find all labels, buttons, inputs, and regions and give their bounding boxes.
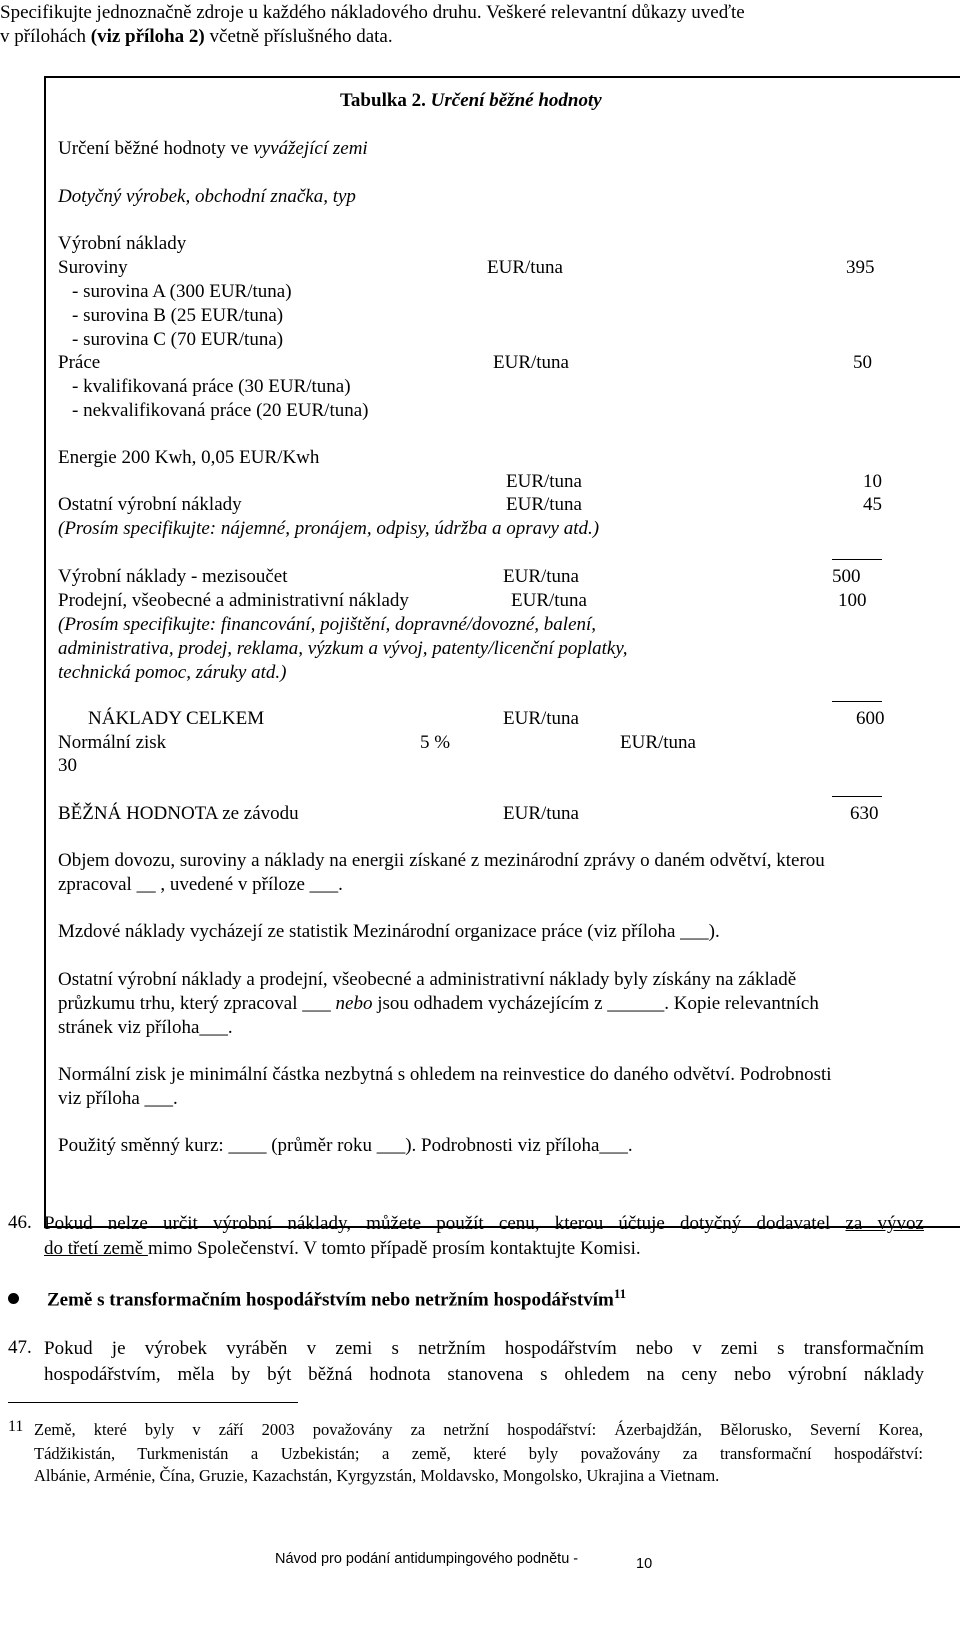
profit-value: 30	[58, 755, 77, 776]
note-3-line-1: Ostatní výrobní náklady a prodejní, všeobecné a administrativní náklady byly získány na základě	[58, 969, 797, 990]
intro-line-2-post: včetně příslušného data.	[204, 26, 393, 47]
intro-line-2-bold: (viz příloha 2)	[90, 26, 205, 47]
note-4-line-2: viz příloha ___.	[58, 1088, 178, 1109]
profit-percent: 5 %	[420, 732, 451, 753]
intro-line-1: Specifikujte jednoznačně zdroje u každého nákladového druhu. Veškeré relevantní důkazy uveďte	[0, 2, 745, 23]
note-3-line-2	[58, 993, 819, 1015]
raw-material-a: - surovina A (300 EUR/tuna)	[72, 281, 292, 302]
sga-note-line-3: technická pomoc, záruky atd.)	[58, 662, 287, 683]
heading-plain: Určení běžné hodnoty ve	[58, 138, 254, 159]
item-46-line-2-underlined: do třetí země	[44, 1238, 148, 1259]
note-3-line-2-b: jsou odhadem vycházejícím z ______. Kopie relevantních	[372, 993, 819, 1014]
raw-material-c: - surovina C (70 EUR/tuna)	[72, 329, 284, 350]
page-footer-text: Návod pro podání antidumpingového podnětu -	[275, 1551, 579, 1567]
note-4-line-1: Normální zisk je minimální částka nezbytná s ohledem na reinvestice do daného odvětví. Podrobnosti	[58, 1064, 832, 1085]
footnote-number: 11	[8, 1418, 24, 1435]
labour-value: 50	[853, 352, 872, 373]
other-costs-label: Ostatní výrobní náklady	[58, 494, 242, 515]
raw-materials-label: Suroviny	[58, 257, 128, 278]
item-46-line-1	[44, 1212, 924, 1237]
note-3-line-2-or: nebo	[335, 993, 373, 1014]
total-label: NÁKLADY CELKEM	[88, 708, 265, 729]
note-1-line-2: zpracoval __ , uvedené v příloze ___.	[58, 874, 343, 895]
footnote-line-3: Albánie, Arménie, Čína, Gruzie, Kazachstán, Kyrgyzstán, Moldavsko, Mongolsko, Ukrajina a Vietnam.	[34, 1466, 720, 1485]
footnote-line-1: Země, které byly v září 2003 považovány za netržní hospodářství: Ázerbajdžán, Bělorusko, Severní Korea,	[34, 1420, 923, 1439]
sga-note-line-1: (Prosím specifikujte: financování, pojištění, dopravné/dovozné, balení,	[58, 614, 597, 635]
bullet-icon	[8, 1293, 19, 1304]
page-number: 10	[636, 1556, 653, 1572]
note-3-line-3: stránek viz příloha___.	[58, 1017, 233, 1038]
footnote-line-2: Tádžikistán, Turkmenistán a Uzbekistán; a země, které byly považovány za transformační hospodářství:	[34, 1444, 923, 1463]
item-46-line-1-underlined: za vývoz	[845, 1213, 924, 1234]
other-costs-value: 45	[863, 494, 882, 515]
table-caption-title: Určení běžné hodnoty	[425, 90, 602, 111]
energy-unit: EUR/tuna	[506, 471, 582, 492]
heading-italic: vyvážející zemi	[253, 138, 368, 159]
energy-label: Energie 200 Kwh, 0,05 EUR/Kwh	[58, 447, 320, 468]
note-3-line-2-a: průzkumu trhu, který zpracoval ___	[58, 993, 336, 1014]
raw-material-b: - surovina B (25 EUR/tuna)	[72, 305, 284, 326]
footnote-separator	[8, 1402, 298, 1403]
section-heading	[47, 1287, 626, 1311]
sga-unit: EUR/tuna	[511, 590, 587, 611]
footnote-reference: 11	[613, 1286, 627, 1301]
normal-value-heading	[58, 138, 368, 160]
other-costs-note: (Prosím specifikujte: nájemné, pronájem, odpisy, údržba a opravy atd.)	[58, 518, 600, 539]
raw-materials-value: 395	[846, 257, 875, 278]
normal-value-value: 630	[850, 803, 879, 824]
profit-label: Normální zisk	[58, 732, 167, 753]
note-5: Použitý směnný kurz: ____ (průměr roku ___). Podrobnosti viz příloha___.	[58, 1135, 633, 1156]
section-heading-text: Země s transformačním hospodářstvím nebo netržním hospodářstvím	[47, 1289, 614, 1311]
item-47-line-2: hospodářstvím, měla by být běžná hodnota stanovena s ohledem na ceny nebo výrobní náklady	[44, 1364, 924, 1385]
product-label: Dotyčný výrobek, obchodní značka, typ	[58, 186, 356, 207]
subtotal-rule	[832, 559, 882, 560]
total-rule	[832, 701, 882, 702]
intro-line-2	[0, 26, 393, 48]
note-2: Mzdové náklady vycházejí ze statistik Mezinárodní organizace práce (viz příloha ___).	[58, 921, 720, 942]
item-47-line-1: Pokud je výrobek vyráběn v zemi s netržním hospodářstvím nebo v zemi s transformačním	[44, 1338, 924, 1359]
total-unit: EUR/tuna	[503, 708, 579, 729]
normal-value-rule	[832, 796, 882, 797]
energy-value: 10	[863, 471, 882, 492]
total-value: 600	[856, 708, 885, 729]
subtotal-unit: EUR/tuna	[503, 566, 579, 587]
production-costs-label: Výrobní náklady	[58, 233, 187, 254]
item-46-line-1-text: Pokud nelze určit výrobní náklady, můžete použít cenu, kterou účtuje dotyčný dodavatel	[44, 1213, 846, 1234]
labour-unskilled: - nekvalifikovaná práce (20 EUR/tuna)	[72, 400, 369, 421]
labour-skilled: - kvalifikovaná práce (30 EUR/tuna)	[72, 376, 351, 397]
item-47-number: 47.	[8, 1337, 32, 1358]
sga-label: Prodejní, všeobecné a administrativní náklady	[58, 590, 409, 611]
item-46-line-2	[44, 1238, 641, 1260]
sga-value: 100	[838, 590, 867, 611]
normal-value-label: BĚŽNÁ HODNOTA ze závodu	[58, 803, 299, 824]
raw-materials-unit: EUR/tuna	[487, 257, 563, 278]
table-caption-label: Tabulka 2.	[340, 90, 426, 111]
profit-unit: EUR/tuna	[620, 732, 696, 753]
item-46-line-2-text: mimo Společenství. V tomto případě prosím kontaktujte Komisi.	[147, 1238, 641, 1259]
subtotal-label: Výrobní náklady - mezisoučet	[58, 566, 288, 587]
intro-line-2-pre: v přílohách	[0, 26, 91, 47]
sga-note-line-2: administrativa, prodej, reklama, výzkum a vývoj, patenty/licenční poplatky,	[58, 638, 628, 659]
labour-unit: EUR/tuna	[493, 352, 569, 373]
table-caption	[340, 90, 602, 112]
item-46-number: 46.	[8, 1212, 32, 1233]
note-1-line-1: Objem dovozu, suroviny a náklady na energii získané z mezinárodní zprávy o daném odvětví, kterou	[58, 850, 825, 871]
subtotal-value: 500	[832, 566, 861, 587]
normal-value-unit: EUR/tuna	[503, 803, 579, 824]
other-costs-unit: EUR/tuna	[506, 494, 582, 515]
labour-label: Práce	[58, 352, 101, 373]
